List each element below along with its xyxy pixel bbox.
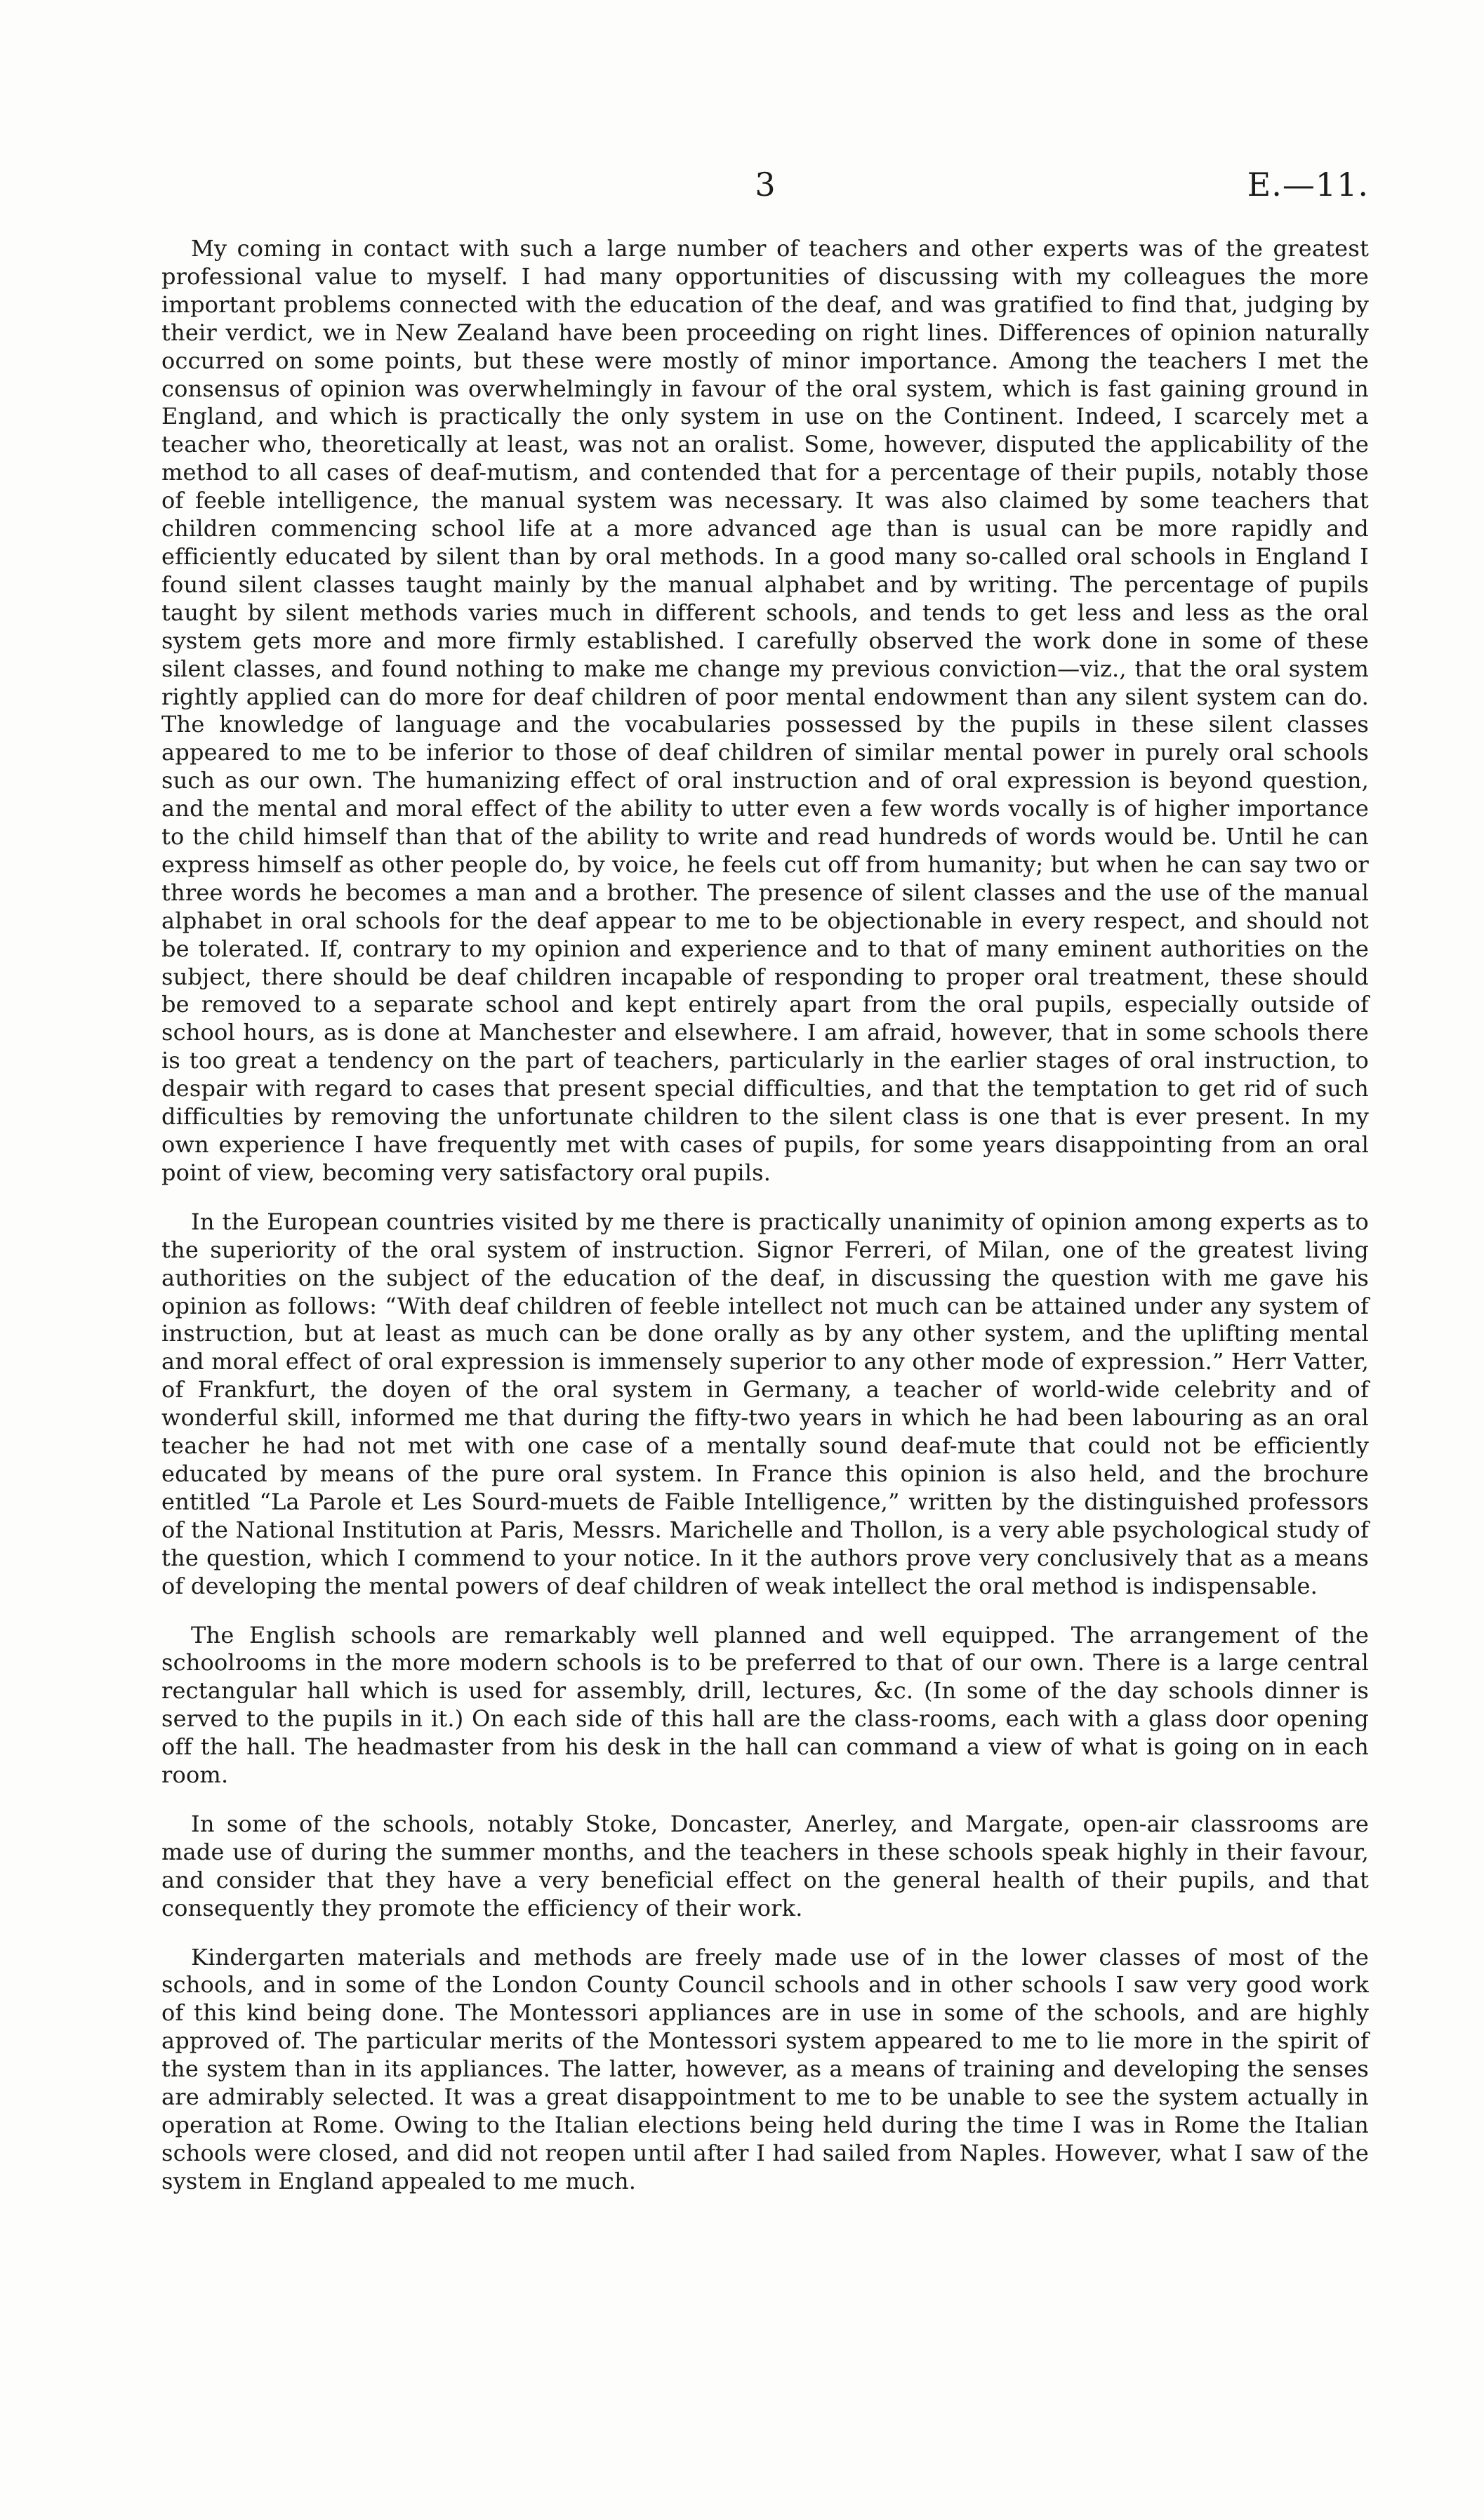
page-header: [161, 166, 1369, 208]
body-text: [161, 235, 1369, 2217]
paragraph-open-air-classrooms: In some of the schools, notably Stoke, Doncaster, Anerley, and Margate, open-air classrooms are made use of during the summer months, and the teachers in these schools speak highly in their favour, and consider that they have a very beneficial effect on the general health of their pupils, and that consequently they promote the efficiency of their work.: [161, 1810, 1369, 1921]
page-number: 3: [755, 166, 776, 204]
paragraph-oral-system-experience: My coming in contact with such a large number of teachers and other experts was of the greatest professional value to myself. I had many opportunities of discussing with my colleagues the more important problems connected with the education of the deaf, and was gratified to find that, judging by their verdict, we in New Zealand have been proceeding on right lines. Differences of opinion naturally occurred on some points, but these were mostly of minor importance. Among the teachers I met the consensus of opinion was overwhelmingly in favour of the oral system, which is fast gaining ground in England, and which is practically the only system in use on the Continent. Indeed, I scarcely met a teacher who, theoretically at least, was not an oralist. Some, however, disputed the applicability of the method to all cases of deaf-mutism, and contended that for a percentage of their pupils, notably those of feeble intelligence, the manual system was necessary. It was also claimed by some teachers that children commencing school life at a more advanced age than is usual can be more rapidly and efficiently educated by silent than by oral methods. In a good many so-called oral schools in England I found silent classes taught mainly by the manual alphabet and by writing. The percentage of pupils taught by silent methods varies much in different schools, and tends to get less and less as the oral system gets more and more firmly established. I carefully observed the work done in some of these silent classes, and found nothing to make me change my previous conviction—viz., that the oral system rightly applied can do more for deaf children of poor mental endowment than any silent system can do. The knowledge of language and the vocabularies possessed by the pupils in these silent classes appeared to me to be inferior to those of deaf children of similar mental power in purely oral schools such as our own. The humanizing effect of oral instruction and of oral expression is beyond question, and the mental and moral effect of the ability to utter even a few words vocally is of higher importance to the child himself than that of the ability to write and read hundreds of words would be. Until he can express himself as other people do, by voice, he feels cut off from humanity; but when he can say two or three words he becomes a man and a brother. The presence of silent classes and the use of the manual alphabet in oral schools for the deaf appear to me to be objectionable in every respect, and should not be tolerated. If, contrary to my opinion and experience and to that of many eminent authorities on the subject, there should be deaf children incapable of responding to proper oral treatment, these should be removed to a separate school and kept entirely apart from the oral pupils, especially outside of school hours, as is done at Manchester and elsewhere. I am afraid, however, that in some schools there is too great a tendency on the part of teachers, particularly in the earlier stages of oral instruction, to despair with regard to cases that present special difficulties, and that the temptation to get rid of such difficulties by removing the unfortunate children to the silent class is one that is ever present. In my own experience I have frequently met with cases of pupils, for some years disappointing from an oral point of view, becoming very satisfactory oral pupils.: [161, 235, 1369, 1186]
paragraph-european-opinion: In the European countries visited by me there is practically unanimity of opinion among experts as to the superiority of the oral system of instruction. Signor Ferreri, of Milan, one of the greatest living authorities on the subject of the education of the deaf, in discussing the question with me gave his opinion as follows: “With deaf children of feeble intellect not much can be attained under any system of instruction, but at least as much can be done orally as by any other system, and the uplifting mental and moral effect of oral expression is immensely superior to any other mode of expression.” Herr Vatter, of Frankfurt, the doyen of the oral system in Germany, a teacher of world-wide celebrity and of wonderful skill, informed me that during the fifty-two years in which he had been labouring as an oral teacher he had not met with one case of a mentally sound deaf-mute that could not be efficiently educated by means of the pure oral system. In France this opinion is also held, and the brochure entitled “La Parole et Les Sourd-muets de Faible Intelligence,” written by the distinguished professors of the National Institution at Paris, Messrs. Marichelle and Thollon, is a very able psychological study of the question, which I commend to your notice. In it the authors prove very conclusively that as a means of developing the mental powers of deaf children of weak intellect the oral method is indispensable.: [161, 1208, 1369, 1599]
paragraph-kindergarten-montessori: Kindergarten materials and methods are freely made use of in the lower classes of most of the schools, and in some of the London County Council schools and in other schools I saw very good work of this kind being done. The Montessori appliances are in use in some of the schools, and are highly approved of. The particular merits of the Montessori system appeared to me to lie more in the spirit of the system than in its appliances. The latter, however, as a means of training and developing the senses are admirably selected. It was a great disappointment to me to be unable to see the system actually in operation at Rome. Owing to the Italian elections being held during the time I was in Rome the Italian schools were closed, and did not reopen until after I had sailed from Naples. However, what I saw of the system in England appealed to me much.: [161, 1943, 1369, 2194]
document-reference: E.—11.: [1247, 166, 1369, 204]
paragraph-english-schools: The English schools are remarkably well planned and well equipped. The arrangement of the schoolrooms in the more modern schools is to be preferred to that of our own. There is a large central rectangular hall which is used for assembly, drill, lectures, &c. (In some of the day schools dinner is served to the pupils in it.) On each side of this hall are the class-rooms, each with a glass door opening off the hall. The headmaster from his desk in the hall can command a view of what is going on in each room.: [161, 1621, 1369, 1789]
